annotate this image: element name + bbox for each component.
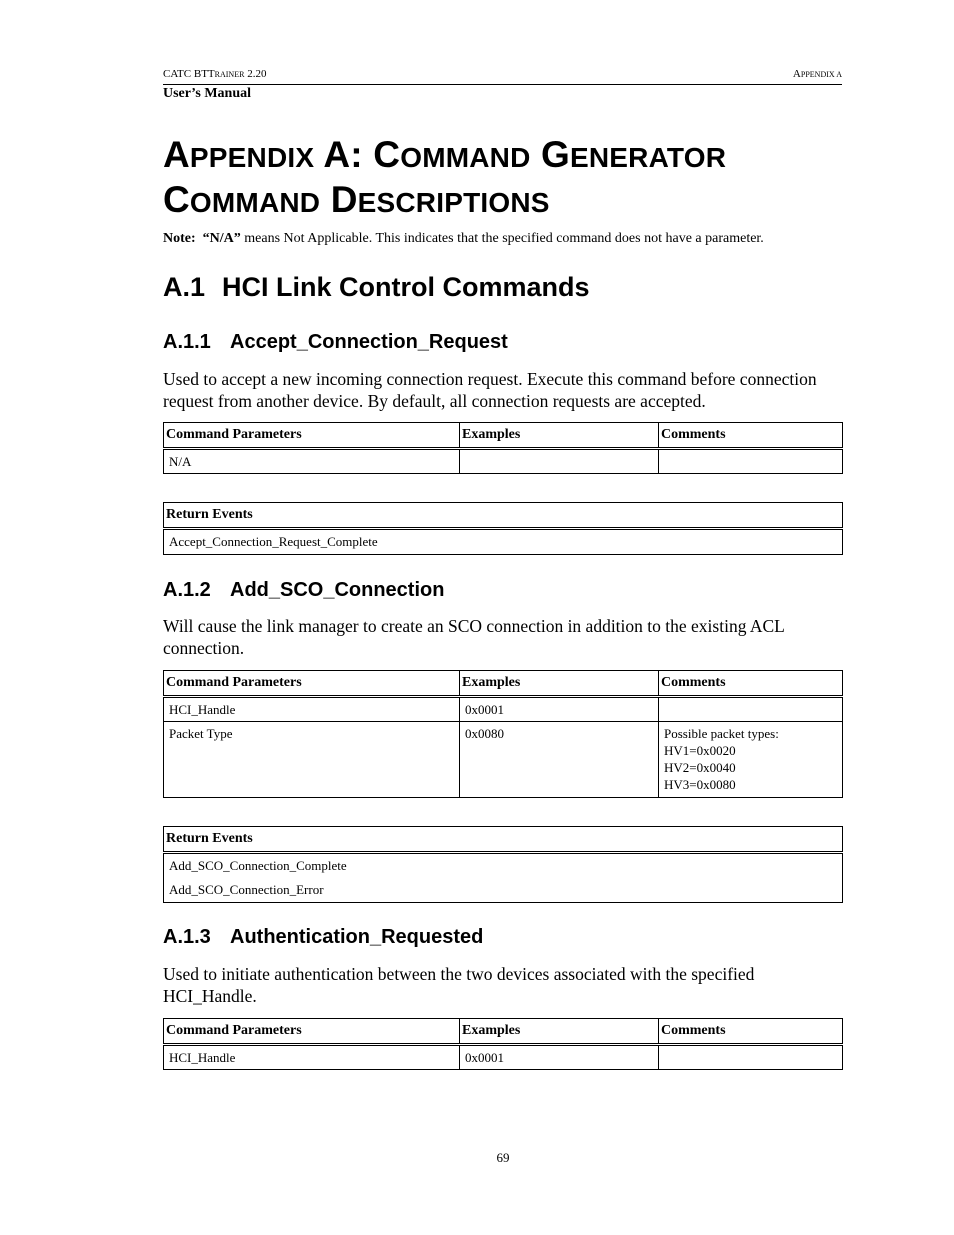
running-header [163, 68, 842, 85]
note-text: Note: “N/A” means Not Applicable. This indicates that the specified command does not have a parameter. [163, 231, 764, 246]
table-row [164, 722, 843, 798]
col-header-comments: Comments [659, 423, 843, 449]
param-comment [659, 449, 843, 474]
table-row [164, 529, 843, 555]
param-comment [659, 697, 843, 722]
return-event: Add_SCO_Connection_Complete [164, 853, 843, 879]
subsection-heading-a12: A.1.2 Add_SCO_Connection [163, 579, 445, 601]
col-header-comments: Comments [659, 1019, 843, 1045]
return-events-table-a11 [163, 502, 843, 555]
param-comment: Possible packet types: HV1=0x0020 HV2=0x0040 HV3=0x0080 [659, 722, 843, 798]
subsection-heading-a13: A.1.3 Authentication_Requested [163, 926, 484, 948]
col-header-examples: Examples [460, 423, 659, 449]
col-header-comments: Comments [659, 671, 843, 697]
col-header-return-events: Return Events [164, 827, 843, 853]
table-row [164, 1045, 843, 1070]
return-event: Add_SCO_Connection_Error [164, 878, 843, 903]
col-header-examples: Examples [460, 1019, 659, 1045]
col-header-params: Command Parameters [164, 671, 460, 697]
page-title [163, 134, 842, 224]
header-product: CATC BTTRAINER 2.20 [163, 68, 267, 80]
col-header-params: Command Parameters [164, 1019, 460, 1045]
title-line-1: APPENDIX A: COMMAND GENERATOR [163, 134, 727, 175]
params-table-a12 [163, 670, 843, 798]
col-header-params: Command Parameters [164, 423, 460, 449]
subsection-description-a12: Will cause the link manager to create an SCO connection in addition to the existing ACL connection. [163, 616, 785, 658]
subsection-heading-a11: A.1.1 Accept_Connection_Request [163, 331, 508, 353]
param-comment [659, 1045, 843, 1070]
param-example: 0x0001 [460, 697, 659, 722]
subsection-description-a13: Used to initiate authentication between the two devices associated with the specified HCI_Handle. [163, 964, 755, 1006]
table-row [164, 878, 843, 903]
table-row [164, 697, 843, 722]
param-example [460, 449, 659, 474]
param-name: N/A [164, 449, 460, 474]
return-event: Accept_Connection_Request_Complete [164, 529, 843, 555]
param-name: HCI_Handle [164, 1045, 460, 1070]
col-header-return-events: Return Events [164, 503, 843, 529]
param-name: HCI_Handle [164, 697, 460, 722]
col-header-examples: Examples [460, 671, 659, 697]
header-subtitle: User’s Manual [163, 86, 252, 101]
subsection-description-a11: Used to accept a new incoming connection request. Execute this command before connection request from another device. By default, all connection requests are accepted. [163, 369, 817, 411]
params-table-a11 [163, 422, 843, 474]
params-table-a13 [163, 1018, 843, 1070]
section-heading: A.1 HCI Link Control Commands [163, 272, 590, 302]
param-example: 0x0080 [460, 722, 659, 798]
table-row [164, 853, 843, 879]
param-example: 0x0001 [460, 1045, 659, 1070]
param-name: Packet Type [164, 722, 460, 798]
table-row [164, 449, 843, 474]
header-section: APPENDIX A [792, 68, 842, 80]
return-events-table-a12 [163, 826, 843, 903]
title-line-2: COMMAND DESCRIPTIONS [163, 179, 550, 220]
page-number: 69 [496, 1150, 510, 1165]
